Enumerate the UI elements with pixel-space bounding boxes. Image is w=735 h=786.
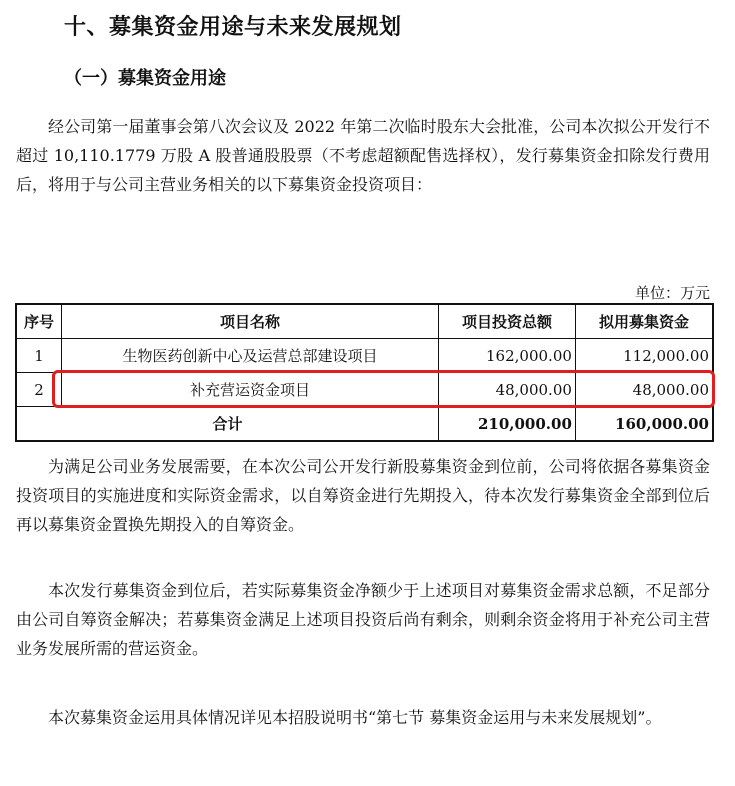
table-sum-row [16,407,713,442]
table-unit-label: 单位：万元 [634,284,710,302]
header-raised-funds: 拟用募集资金 [575,304,713,339]
header-no: 序号 [16,304,62,339]
section-heading: 十、募集资金用途与未来发展规划 [64,15,402,40]
row-no: 1 [16,339,62,373]
sum-total-investment: 210,000.00 [439,407,576,442]
table-row [16,373,713,407]
header-project-name: 项目名称 [62,304,439,339]
fund-use-table [15,303,714,442]
table-row [16,339,713,373]
table-header-row [16,304,713,339]
sum-raised-funds: 160,000.00 [575,407,713,442]
paragraph-3: 本次发行募集资金到位后，若实际募集资金净额少于上述项目对募集资金需求总额，不足部分由公司自筹资金解决；若募集资金满足上述项目投资后尚有剩余，则剩余资金将用于补充公司主营业务发展所需的营运资金。 [16,581,710,658]
intro-paragraph: 经公司第一届董事会第八次会议及 2022 年第二次临时股东大会批准，公司本次拟公开发行不超过 10,110.1779 万股 A 股普通股股票（不考虑超额配售选择权），发行募集资金扣除发行费用后，将用于与公司主营业务相关的以下募集资金投资项目： [16,117,710,194]
sum-label: 合计 [16,407,439,442]
row-raised-funds: 48,000.00 [575,373,713,407]
subsection-heading: （一）募集资金用途 [64,68,226,89]
paragraph-2: 为满足公司业务发展需要，在本次公司公开发行新股募集资金到位前，公司将依据各募集资金投资项目的实施进度和实际资金需求，以自筹资金进行先期投入，待本次发行募集资金全部到位后再以募集资金置换先期投入的自筹资金。 [16,457,710,534]
row-total-investment: 162,000.00 [439,339,576,373]
paragraph-4: 本次募集资金运用具体情况详见本招股说明书“第七节 募集资金运用与未来发展规划”。 [48,708,662,727]
row-project-name: 生物医药创新中心及运营总部建设项目 [62,339,439,373]
row-no: 2 [16,373,62,407]
header-total-investment: 项目投资总额 [439,304,576,339]
row-raised-funds: 112,000.00 [575,339,713,373]
row-total-investment: 48,000.00 [439,373,576,407]
row-project-name: 补充营运资金项目 [62,373,439,407]
